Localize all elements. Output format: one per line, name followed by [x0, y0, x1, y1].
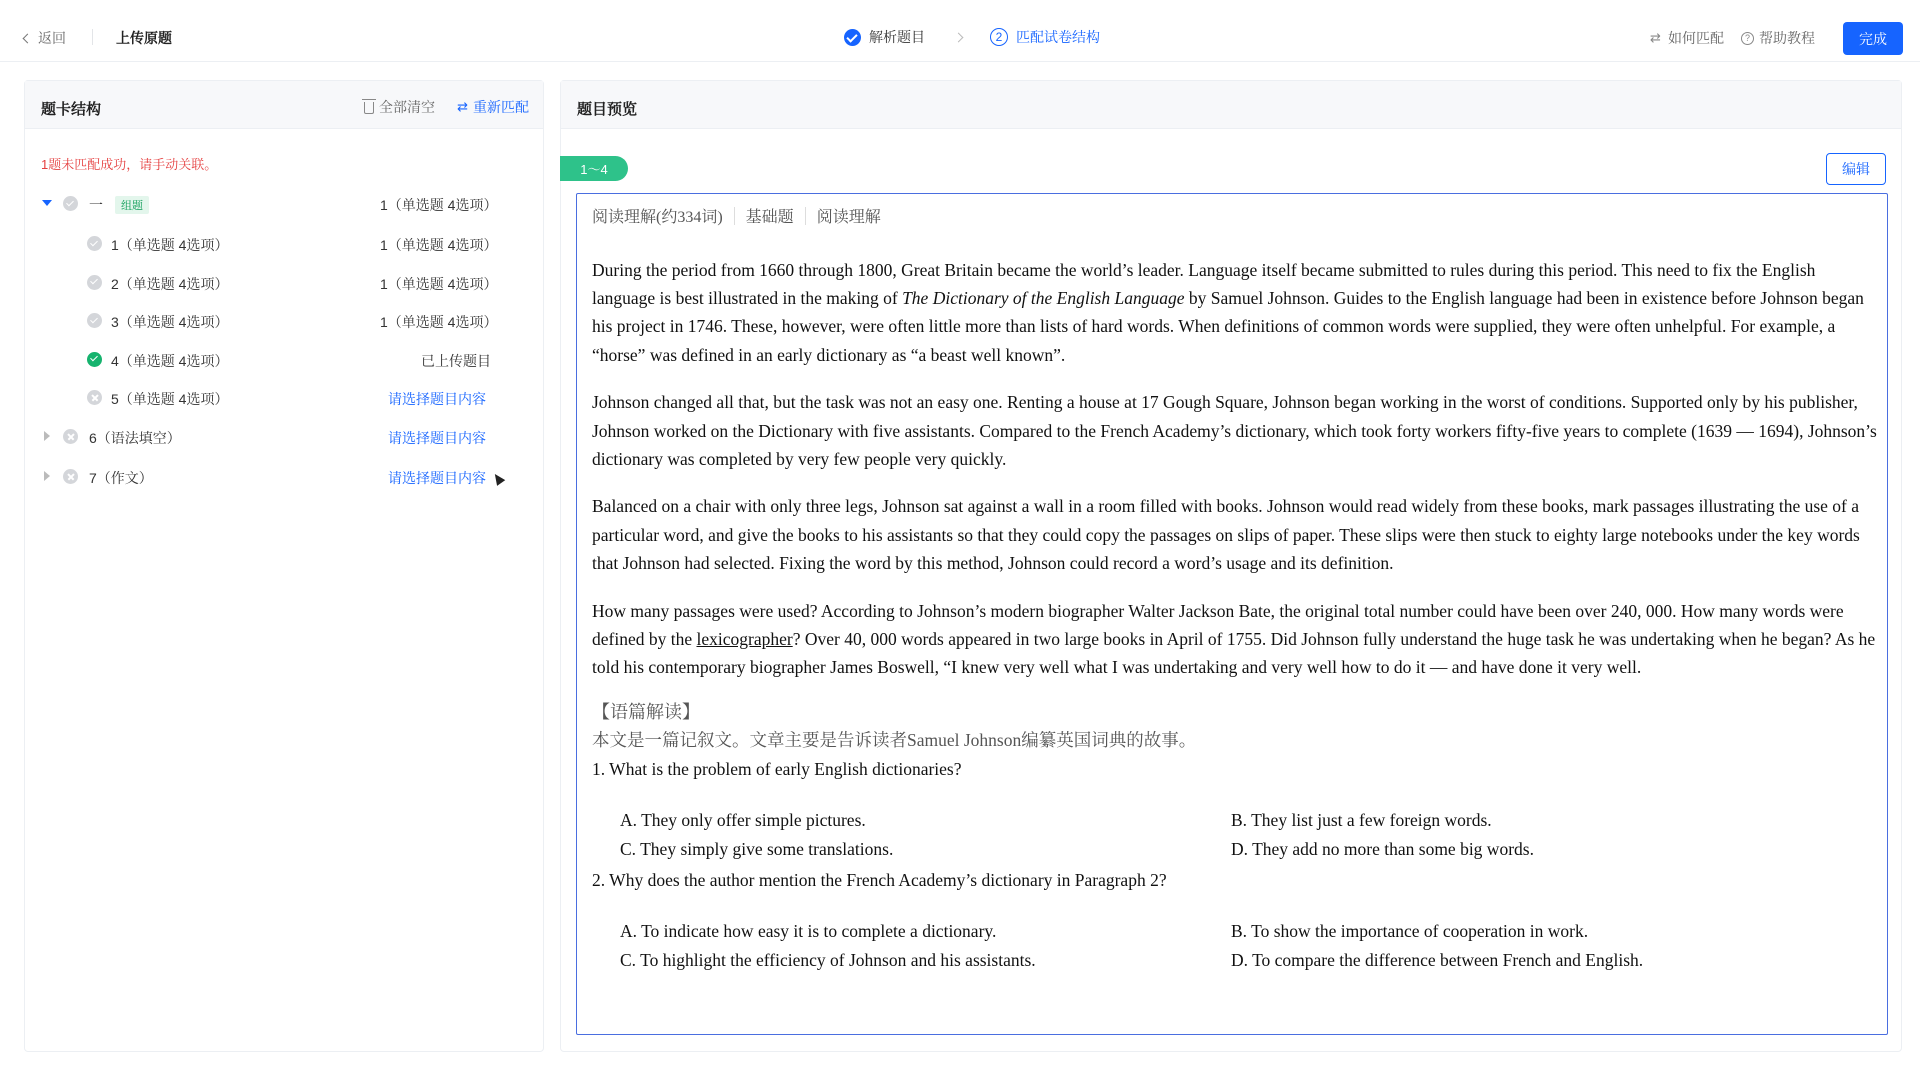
tree-row[interactable]	[25, 381, 543, 420]
help-link[interactable]	[1741, 28, 1815, 48]
group-tag: 组题	[115, 196, 149, 214]
page-title: 上传原题	[116, 30, 172, 46]
caret-right-icon[interactable]	[44, 431, 50, 441]
tree-row[interactable]	[25, 304, 543, 343]
tree-row-label: 3（单选题 4选项）	[111, 314, 229, 330]
how-match-label: 如何匹配	[1668, 30, 1724, 46]
step-match-label: 匹配试卷结构	[1016, 29, 1100, 45]
refresh-icon: ⇄	[457, 99, 468, 114]
tree-row-essay[interactable]	[25, 460, 543, 500]
unmatched-x-icon	[87, 390, 102, 405]
select-content-link[interactable]: 请选择题目内容	[388, 469, 486, 486]
panel-title: 题卡结构	[41, 101, 102, 118]
top-bar	[0, 0, 1920, 62]
option: A. They only offer simple pictures.	[620, 810, 866, 831]
question-tags	[592, 204, 881, 227]
tag-divider	[805, 207, 806, 225]
question-content-box[interactable]	[576, 193, 1888, 1035]
tree-row-label: 4（单选题 4选项）	[111, 352, 229, 369]
swap-icon	[1650, 33, 1663, 44]
question-preview-panel	[560, 80, 1902, 1052]
select-content-link[interactable]: 请选择题目内容	[388, 391, 486, 407]
step-parse-label: 解析题目	[869, 29, 925, 45]
question-range-tag: 1～4	[560, 156, 628, 181]
passage-paragraph: Balanced on a chair with only three legs, Johnson sat against a wall in a room filled with books. Johnson would read widely from these books, mark passages illustrating the use of a particular word, and give the books to his assistants so that they could copy the passages on slips of paper. These slips were then stuck to eighty large notebooks under the key words that Johnson had selected. Fixing the word by this method, Johnson could record a word’s usage and its definition.	[592, 496, 1860, 573]
question-tag: 基础题	[745, 209, 794, 226]
tree-row-label: 6（语法填空）	[89, 429, 181, 446]
tree-row-label: 7（作文）	[89, 469, 153, 486]
rematch-button[interactable]	[457, 97, 529, 117]
help-icon: ?	[1741, 32, 1754, 45]
edit-button[interactable]: 编辑	[1826, 153, 1886, 185]
clear-all-label: 全部清空	[379, 99, 435, 115]
tree-row-status: 1（单选题 4选项）	[380, 237, 498, 253]
tree-row-label: 一 组题	[89, 195, 149, 215]
passage-paragraph: During the period from 1660 through 1800, Great Britain became the world’s leader. Language itself became submitted to rules during this period. This need to fix the English language is best illustrated in the making of The Dictionary of the English Language by Samuel Johnson. Guides to the English language had been in existence before Johnson began his project in 1746. These, however, were often little more than lists of hard words. When definitions of common words were supplied, they were often unhelpful. For example, a “horse” was defined in an early dictionary as “a beast well known”.	[592, 260, 1864, 365]
panel-title: 题目预览	[577, 101, 638, 118]
back-button[interactable]	[24, 28, 66, 48]
pending-status-icon	[87, 275, 102, 290]
tree-row-status: 1（单选题 4选项）	[380, 275, 498, 292]
step-number-icon: 2	[990, 28, 1008, 46]
question-tag: 阅读理解(约334词)	[592, 209, 723, 226]
mouse-cursor-icon	[491, 471, 506, 486]
analysis-text: 本文是一篇记叙文。文章主要是告诉读者Samuel Johnson编纂英国词典的故事。	[592, 730, 1197, 751]
question-stem: 2. Why does the author mention the French Academy’s dictionary in Paragraph 2?	[592, 870, 1167, 891]
success-check-icon	[87, 352, 102, 367]
tree-row-grammar[interactable]	[25, 420, 543, 460]
help-label: 帮助教程	[1759, 30, 1815, 46]
tree-row-group[interactable]	[25, 187, 543, 227]
option: D. To compare the difference between French and English.	[1231, 949, 1644, 970]
step-indicator	[844, 27, 1100, 47]
option: C. They simply give some translations.	[620, 838, 894, 859]
option: B. To show the importance of cooperation in work.	[1231, 921, 1589, 942]
book-title: The Dictionary of the English Language	[902, 288, 1185, 309]
check-circle-icon	[844, 29, 861, 46]
tree-row-label: 1（单选题 4选项）	[111, 237, 229, 253]
question-stem: 1. What is the problem of early English dictionaries?	[592, 759, 962, 780]
trash-icon	[364, 102, 374, 114]
unmatched-x-icon	[63, 469, 78, 484]
tree-row[interactable]	[25, 266, 543, 305]
question-options	[620, 806, 1877, 863]
option: D. They add no more than some big words.	[1231, 838, 1534, 859]
match-warning: 1题未匹配成功，请手动关联。	[41, 157, 218, 172]
panel-header	[561, 81, 1901, 129]
option: B. They list just a few foreign words.	[1231, 810, 1492, 831]
question-options	[620, 917, 1877, 974]
passage-paragraph: Johnson changed all that, but the task was not an easy one. Renting a house at 17 Gough Square, Johnson began working in the worst of conditions. Supported only by his publisher, Johnson worked on the Dictionary with five assistants. Compared to the French Academy’s dictionary, which took forty workers fifty-five years to complete (1639 — 1694), Johnson’s dictionary was completed by very few people very quickly.	[592, 392, 1877, 469]
pending-status-icon	[87, 236, 102, 251]
caret-right-icon[interactable]	[44, 471, 50, 481]
structure-tree	[25, 187, 543, 500]
tree-row[interactable]	[25, 227, 543, 266]
rematch-label: 重新匹配	[473, 99, 529, 115]
divider	[92, 29, 93, 45]
done-button[interactable]: 完成	[1843, 22, 1903, 55]
unmatched-x-icon	[63, 429, 78, 444]
tree-row-status: 1（单选题 4选项）	[380, 314, 498, 330]
back-label: 返回	[38, 30, 66, 46]
tree-row-label: 2（单选题 4选项）	[111, 275, 229, 292]
tree-row[interactable]	[25, 343, 543, 382]
option: A. To indicate how easy it is to complete a dictionary.	[620, 921, 997, 942]
card-structure-panel	[24, 80, 544, 1052]
tree-row-status: 1（单选题 4选项）	[380, 197, 498, 213]
underlined-word: lexicographer	[696, 628, 793, 649]
passage-paragraph: How many passages were used? According to Johnson’s modern biographer Walter Jackson Bate, the original total number could have been over 240, 000. How many words were defined by the lexicographer? Over 40, 000 words appeared in two large books in April of 1755. Did Johnson fully understand the huge task he was undertaking when he began? As he told his contemporary biographer James Boswell, “I knew very well what I was undertaking and very well how to do it — and have done it very well.	[592, 600, 1876, 677]
panel-header	[25, 81, 543, 129]
pending-status-icon	[63, 196, 78, 211]
pending-status-icon	[87, 313, 102, 328]
question-tag: 阅读理解	[816, 209, 881, 226]
caret-down-icon[interactable]	[42, 200, 52, 206]
how-match-link[interactable]	[1650, 28, 1724, 48]
tag-divider	[734, 207, 735, 225]
select-content-link[interactable]: 请选择题目内容	[388, 429, 486, 446]
step-match[interactable]	[990, 27, 1100, 47]
tree-row-status: 已上传题目	[421, 352, 491, 369]
step-parse[interactable]	[844, 27, 925, 47]
passage	[592, 256, 1877, 977]
clear-all-button[interactable]	[364, 97, 435, 117]
chevron-right-icon	[954, 32, 964, 42]
chevron-left-icon	[23, 33, 33, 43]
analysis-title: 【语篇解读】	[592, 702, 700, 723]
option: C. To highlight the efficiency of Johnson and his assistants.	[620, 949, 1036, 970]
tree-row-label: 5（单选题 4选项）	[111, 391, 229, 407]
